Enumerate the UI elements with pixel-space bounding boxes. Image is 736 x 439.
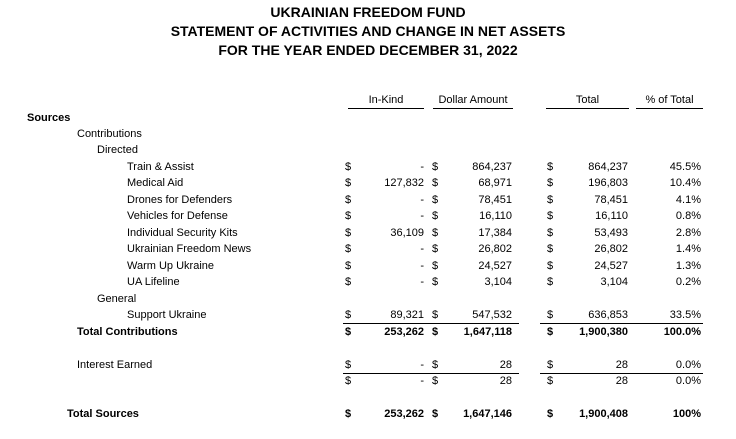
table-row [0, 375, 736, 391]
currency-symbol: $ [345, 194, 352, 206]
in-kind-value: - [420, 161, 424, 173]
row-label: Interest Earned [77, 359, 153, 371]
dollar-amount-value: 78,451 [478, 194, 512, 206]
pct-of-total-value: 10.4% [669, 177, 701, 189]
table-row [0, 128, 736, 144]
row-label: Sources [27, 112, 71, 124]
currency-symbol: $ [432, 260, 439, 272]
total-value: 196,803 [588, 177, 628, 189]
subtotal-rule [540, 373, 703, 374]
total-value: 28 [615, 375, 628, 387]
dollar-amount-value: 28 [499, 375, 512, 387]
total-value: 636,853 [588, 309, 628, 321]
column-header-in-kind: In-Kind [348, 94, 424, 109]
subtotal-rule [343, 373, 519, 374]
total-value: 53,493 [594, 227, 628, 239]
dollar-amount-value: 26,802 [478, 243, 512, 255]
table-row [0, 343, 736, 359]
row-label: Total Contributions [77, 326, 178, 338]
currency-symbol: $ [547, 359, 554, 371]
in-kind-value: - [420, 243, 424, 255]
currency-symbol: $ [547, 260, 554, 272]
row-label: Support Ukraine [127, 309, 207, 321]
currency-symbol: $ [432, 210, 439, 222]
pct-of-total-value: 0.2% [675, 276, 701, 288]
in-kind-value: - [420, 194, 424, 206]
report-subtitle: STATEMENT OF ACTIVITIES AND CHANGE IN NET ASSETS [170, 23, 566, 39]
total-value: 3,104 [600, 276, 628, 288]
table-row [0, 177, 736, 193]
currency-symbol: $ [432, 326, 439, 338]
pct-of-total-value: 100% [672, 408, 701, 420]
currency-symbol: $ [345, 309, 352, 321]
pct-of-total-value: 1.4% [675, 243, 701, 255]
table-row [0, 161, 736, 177]
row-label: Vehicles for Defense [127, 210, 228, 222]
pct-of-total-value: 4.1% [675, 194, 701, 206]
table-row [0, 243, 736, 259]
pct-of-total-value: 2.8% [675, 227, 701, 239]
total-value: 24,527 [594, 260, 628, 272]
row-label: Total Sources [67, 408, 139, 420]
table-row [0, 144, 736, 160]
currency-symbol: $ [432, 243, 439, 255]
currency-symbol: $ [432, 276, 439, 288]
currency-symbol: $ [547, 326, 554, 338]
row-label: Medical Aid [127, 177, 184, 189]
currency-symbol: $ [345, 359, 352, 371]
currency-symbol: $ [547, 227, 554, 239]
currency-symbol: $ [345, 243, 352, 255]
row-label: Individual Security Kits [127, 227, 238, 239]
table-row [0, 194, 736, 210]
currency-symbol: $ [345, 326, 352, 338]
total-value: 28 [615, 359, 628, 371]
column-header-pct-of-total: % of Total [636, 94, 703, 109]
dollar-amount-value: 1,647,146 [463, 408, 512, 420]
currency-symbol: $ [345, 161, 352, 173]
report-period: FOR THE YEAR ENDED DECEMBER 31, 2022 [218, 42, 518, 58]
dollar-amount-value: 3,104 [484, 276, 512, 288]
currency-symbol: $ [432, 161, 439, 173]
in-kind-value: - [420, 375, 424, 387]
table-row [0, 326, 736, 342]
table-row [0, 276, 736, 292]
pct-of-total-value: 100.0% [663, 326, 701, 338]
in-kind-value: 36,109 [390, 227, 424, 239]
total-value: 864,237 [588, 161, 628, 173]
row-label: Contributions [77, 128, 142, 140]
dollar-amount-value: 24,527 [478, 260, 512, 272]
currency-symbol: $ [345, 227, 352, 239]
dollar-amount-value: 17,384 [478, 227, 512, 239]
pct-of-total-value: 0.0% [675, 375, 701, 387]
total-value: 78,451 [594, 194, 628, 206]
dollar-amount-value: 864,237 [472, 161, 512, 173]
table-row [0, 293, 736, 309]
currency-symbol: $ [345, 177, 352, 189]
subtotal-rule [343, 323, 519, 324]
table-row [0, 408, 736, 424]
total-value: 26,802 [594, 243, 628, 255]
currency-symbol: $ [345, 210, 352, 222]
currency-symbol: $ [547, 243, 554, 255]
in-kind-value: 253,262 [384, 408, 424, 420]
table-row [0, 260, 736, 276]
in-kind-value: 127,832 [384, 177, 424, 189]
in-kind-value: - [420, 260, 424, 272]
row-label: Train & Assist [127, 161, 194, 173]
currency-symbol: $ [547, 177, 554, 189]
table-row [0, 227, 736, 243]
currency-symbol: $ [547, 210, 554, 222]
column-header-dollar-amount: Dollar Amount [433, 94, 513, 109]
row-label: Ukrainian Freedom News [127, 243, 252, 255]
currency-symbol: $ [432, 359, 439, 371]
pct-of-total-value: 0.8% [675, 210, 701, 222]
table-row [0, 392, 736, 408]
dollar-amount-value: 547,532 [472, 309, 512, 321]
in-kind-value: - [420, 210, 424, 222]
dollar-amount-value: 1,647,118 [463, 326, 512, 338]
currency-symbol: $ [547, 408, 554, 420]
currency-symbol: $ [432, 408, 439, 420]
pct-of-total-value: 45.5% [669, 161, 701, 173]
report-title: UKRAINIAN FREEDOM FUND [270, 4, 466, 20]
currency-symbol: $ [547, 276, 554, 288]
total-value: 1,900,408 [579, 408, 628, 420]
currency-symbol: $ [432, 194, 439, 206]
total-value: 16,110 [595, 210, 628, 222]
currency-symbol: $ [345, 276, 352, 288]
in-kind-value: - [420, 276, 424, 288]
pct-of-total-value: 0.0% [675, 359, 701, 371]
currency-symbol: $ [547, 161, 554, 173]
in-kind-value: 253,262 [384, 326, 424, 338]
currency-symbol: $ [547, 309, 554, 321]
pct-of-total-value: 33.5% [669, 309, 701, 321]
currency-symbol: $ [432, 309, 439, 321]
dollar-amount-value: 68,971 [478, 177, 512, 189]
currency-symbol: $ [345, 408, 352, 420]
table-row [0, 112, 736, 128]
currency-symbol: $ [432, 375, 439, 387]
dollar-amount-value: 28 [499, 359, 512, 371]
pct-of-total-value: 1.3% [675, 260, 701, 272]
subtotal-rule [540, 323, 703, 324]
currency-symbol: $ [547, 194, 554, 206]
table-row [0, 210, 736, 226]
dollar-amount-value: 16,110 [479, 210, 512, 222]
in-kind-value: 89,321 [390, 309, 424, 321]
currency-symbol: $ [345, 260, 352, 272]
currency-symbol: $ [432, 177, 439, 189]
currency-symbol: $ [345, 375, 352, 387]
row-label: Directed [97, 144, 138, 156]
column-header-total: Total [546, 94, 629, 109]
in-kind-value: - [420, 359, 424, 371]
total-value: 1,900,380 [579, 326, 628, 338]
row-label: Drones for Defenders [127, 194, 233, 206]
row-label: General [97, 293, 137, 305]
row-label: UA Lifeline [127, 276, 180, 288]
currency-symbol: $ [547, 375, 554, 387]
currency-symbol: $ [432, 227, 439, 239]
row-label: Warm Up Ukraine [127, 260, 214, 272]
